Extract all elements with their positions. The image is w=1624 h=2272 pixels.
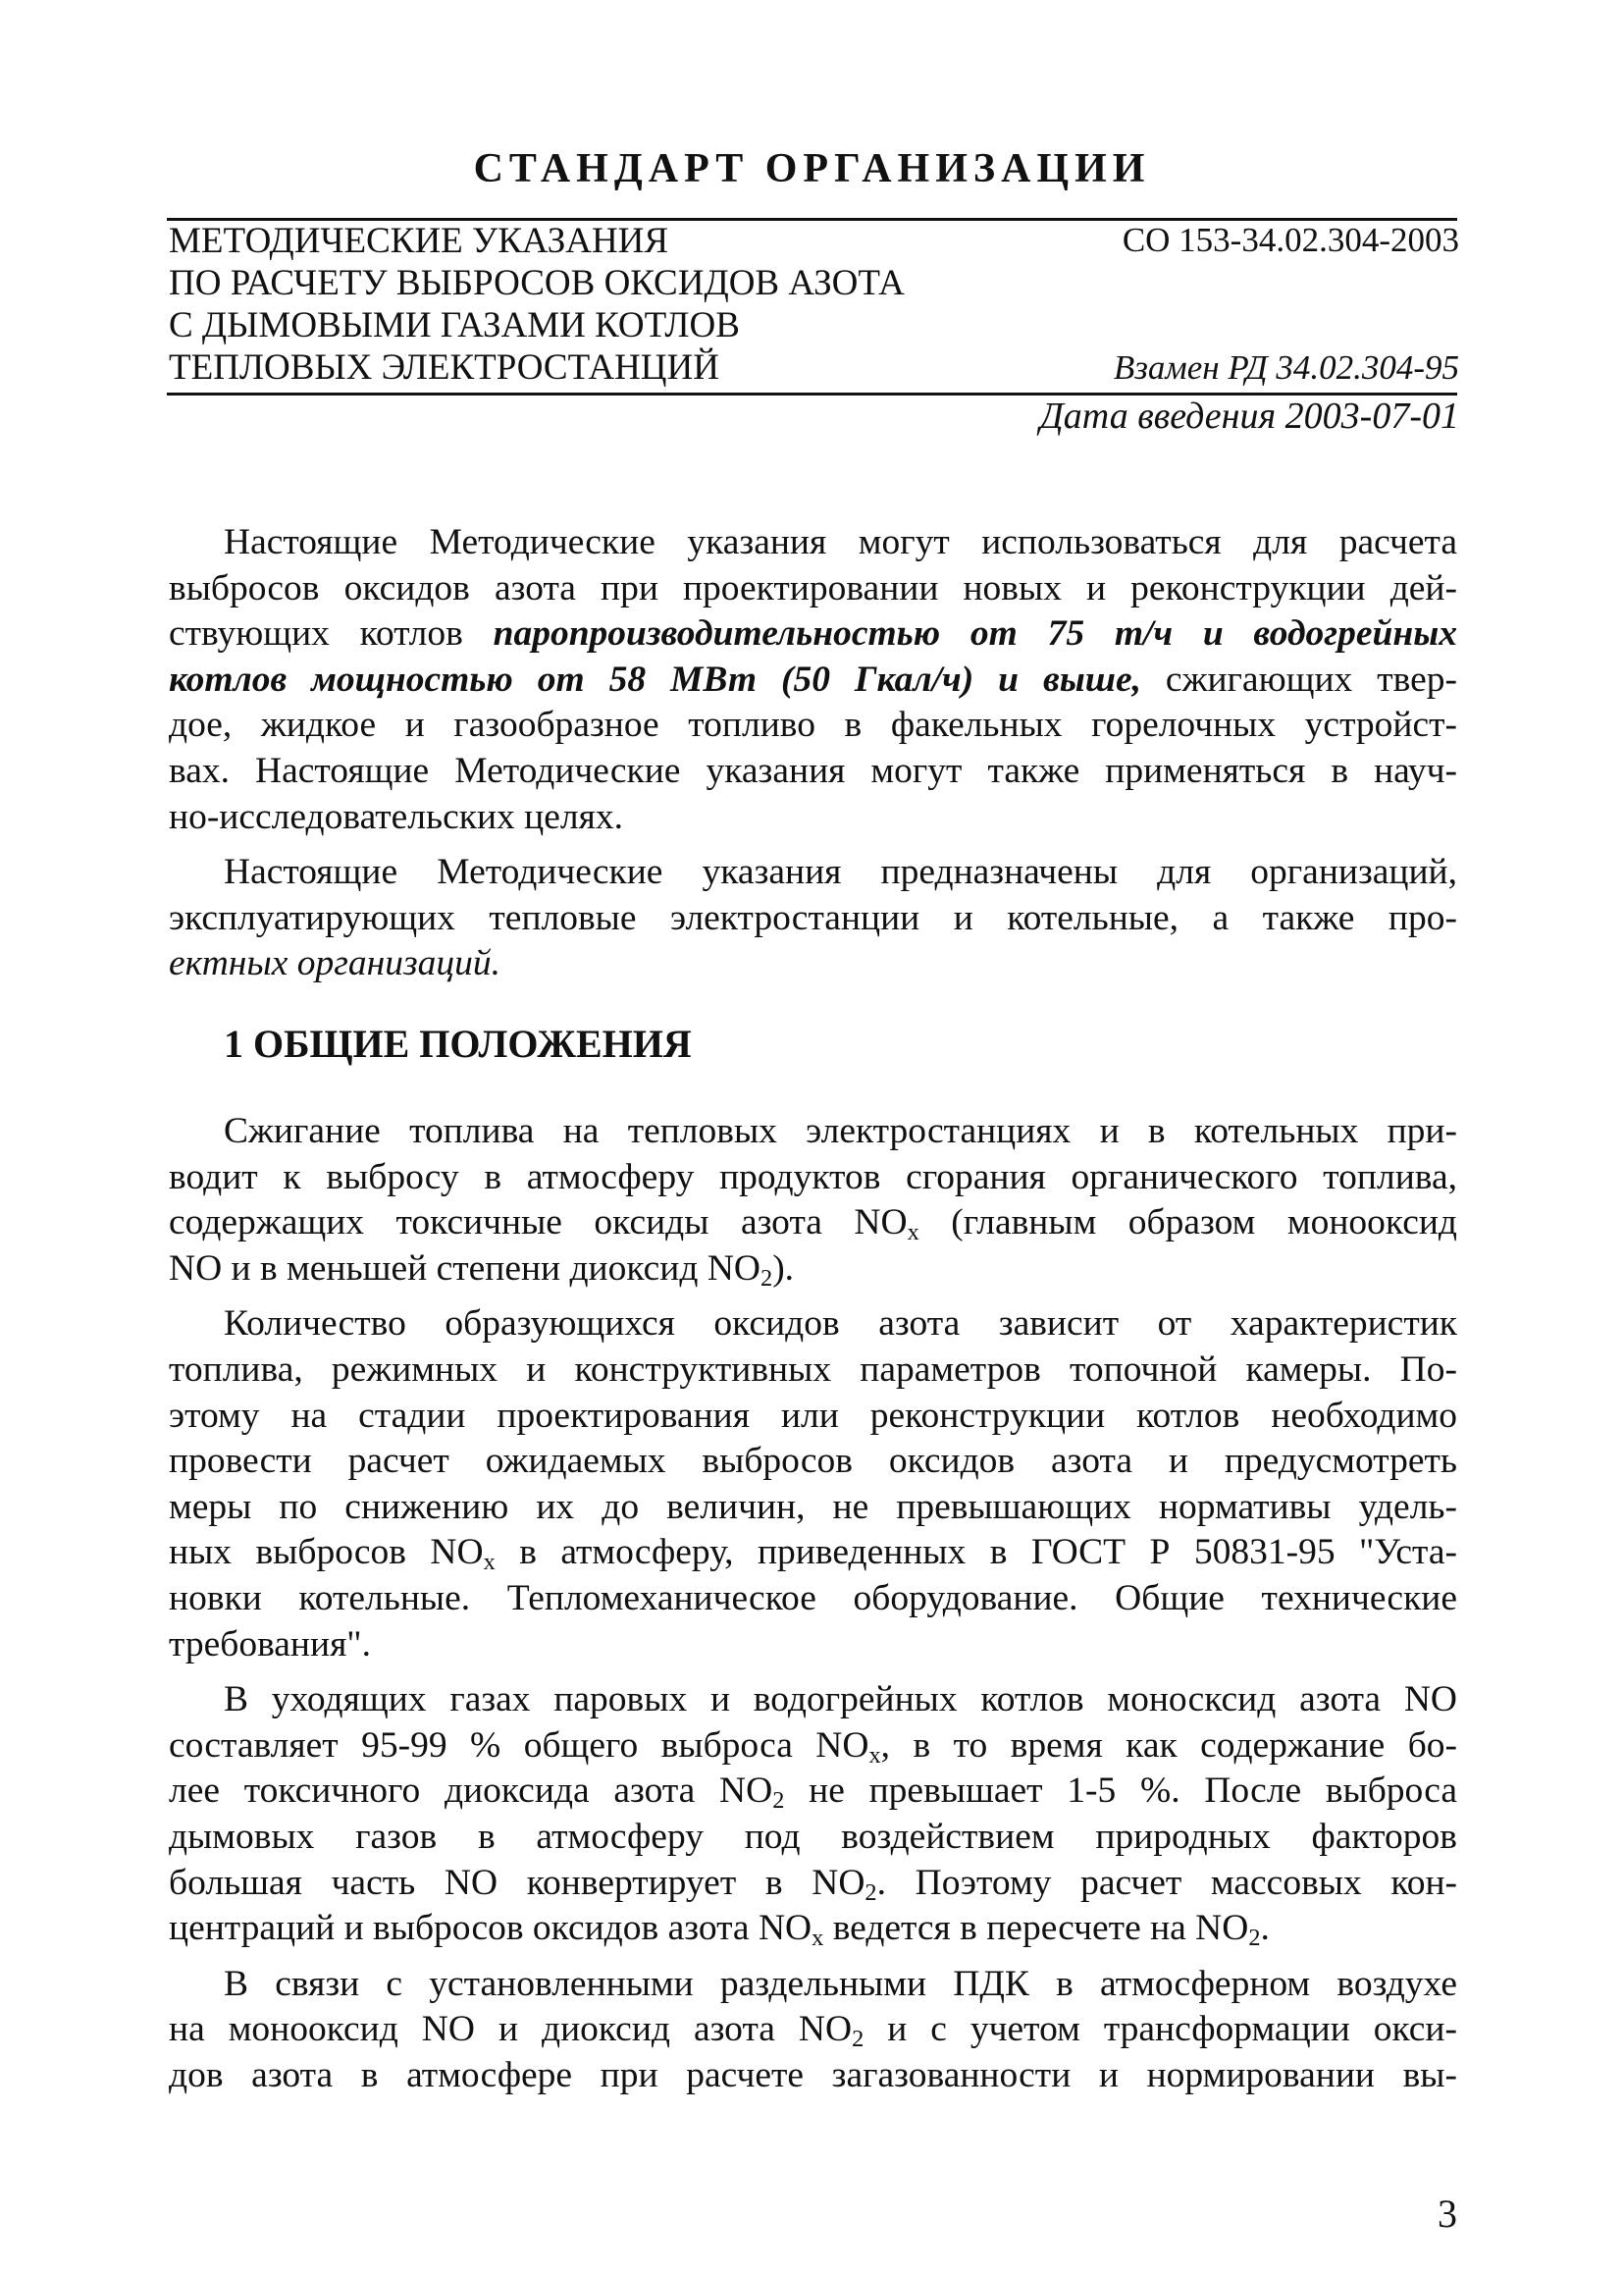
text-run: . Поэтому расчет массовых кон- <box>876 1862 1458 1903</box>
text-run: на монооксид NO и диоксид азота NO <box>169 2009 853 2050</box>
intro-paragraph-2 <box>169 850 1457 987</box>
text-line: В уходящих газах паровых и водогрейных котлов моносксид азота NO <box>224 1679 1457 1720</box>
text-run: ствующих котлов <box>169 613 494 655</box>
intro-text <box>169 520 1457 997</box>
text-run: лее токсичного диоксида азота NO <box>169 1770 773 1812</box>
text-run: , в то время как содержание бо- <box>880 1724 1458 1766</box>
text-line: Настоящие Методические указания могут использоваться для расчета <box>224 522 1457 562</box>
subscript: x <box>907 1219 919 1246</box>
subscript: 2 <box>760 1264 773 1292</box>
subscript: x <box>812 1925 824 1952</box>
text-run: ведется в пересчете на NO <box>823 1908 1249 1949</box>
organization-standard-heading: СТАНДАРТ ОРГАНИЗАЦИИ <box>473 146 1151 191</box>
text-line <box>169 1723 1457 1770</box>
text-line <box>169 1906 1457 1952</box>
text-run: NO и в меньшей степени диоксид NO <box>169 1247 760 1289</box>
text-line <box>169 1246 1457 1293</box>
text-run: составляет 95-99 % общего выброса NO <box>169 1724 869 1766</box>
section-1-text <box>169 1109 1457 2108</box>
text-run: большая часть NO конвертирует в NO <box>169 1862 865 1903</box>
text-run: . <box>1260 1908 1270 1949</box>
document-title <box>169 220 1052 389</box>
subscript: 2 <box>864 1878 877 1906</box>
text-run: содержащих токсичные оксиды азота NO <box>169 1202 908 1243</box>
text-line: но-исследовательских целях. <box>169 796 623 837</box>
text-line: провести расчет ожидаемых выбросов оксидов азота и предусмотреть <box>169 1441 1457 1482</box>
subscript: x <box>868 1741 881 1769</box>
text-run: (главным образом монооксид <box>918 1202 1457 1243</box>
introduction-date: Дата введения 2003-07-01 <box>1039 396 1459 437</box>
text-line: дов азота в атмосфере при расчете загазованности и нормировании вы- <box>169 2054 1457 2095</box>
text-line: Настоящие Методические указания предназначены для организаций, <box>224 852 1457 893</box>
text-line: Количество образующихся оксидов азота зависит от характеристик <box>224 1303 1457 1345</box>
section-paragraph-3 <box>169 1677 1457 1952</box>
text-line: Сжигание топлива на тепловых электростанциях и в котельных при- <box>224 1111 1457 1151</box>
text-line: новки котельные. Тепломеханическое оборудование. Общие технические <box>169 1577 1457 1618</box>
title-line: ПО РАСЧЕТУ ВЫБРОСОВ ОКСИДОВ АЗОТА <box>169 263 905 303</box>
subscript: 2 <box>852 2026 864 2053</box>
text-line: водит к выбросу в атмосферу продуктов сгорания органического топлива, <box>169 1156 1457 1197</box>
text-run: и с учетом трансформации окси- <box>864 2009 1457 2050</box>
text-line <box>169 1200 1457 1246</box>
emphasis-run: паропроизводительностью от 75 т/ч и водогрейных <box>493 613 1457 655</box>
text-line <box>169 1861 1457 1907</box>
section-paragraph-1 <box>169 1109 1457 1292</box>
title-line: С ДЫМОВЫМИ ГАЗАМИ КОТЛОВ <box>169 305 740 345</box>
emphasis-run: котлов мощностью от 58 МВт (50 Гкал/ч) и выше, <box>169 659 1141 700</box>
title-line: МЕТОДИЧЕСКИЕ УКАЗАНИЯ <box>169 221 669 261</box>
text-run: центраций и выбросов оксидов азота NO <box>169 1908 812 1949</box>
text-run: в атмосферу, приведенных в ГОСТ Р 50831-95 "Уста- <box>495 1532 1457 1573</box>
text-line <box>169 1530 1457 1576</box>
text-run: не превышает 1-5 %. После выброса <box>784 1770 1457 1812</box>
text-line <box>169 611 1457 658</box>
text-run: ных выбросов NO <box>169 1532 484 1573</box>
text-run: сжигающих твер- <box>1140 659 1457 700</box>
text-line: вах. Настоящие Методические указания могут также применяться в науч- <box>169 750 1457 791</box>
intro-paragraph-1 <box>169 520 1457 840</box>
section-paragraph-2 <box>169 1301 1457 1667</box>
text-line: эксплуатирующих тепловые электростанции и котельные, а также про- <box>169 897 1457 938</box>
text-line: ектных организаций. <box>169 943 501 984</box>
subscript: 2 <box>772 1787 785 1815</box>
section-heading: 1 ОБЩИЕ ПОЛОЖЕНИЯ <box>224 1022 692 1066</box>
subscript: 2 <box>1248 1925 1261 1952</box>
text-line: выбросов оксидов азота при проектировании новых и реконструкции дей- <box>169 567 1457 608</box>
text-line: меры по снижению их до величин, не превышающих нормативы удель- <box>169 1486 1457 1527</box>
text-line: дымовых газов в атмосферу под воздействием природных факторов <box>169 1816 1457 1857</box>
text-line: топлива, режимных и конструктивных параметров топочной камеры. По- <box>169 1348 1457 1390</box>
text-line: требования". <box>169 1623 371 1664</box>
text-line: этому на стадии проектирования или реконструкции котлов необходимо <box>169 1395 1457 1436</box>
title-line: ТЕПЛОВЫХ ЭЛЕКТРОСТАНЦИЙ <box>169 347 719 388</box>
text-line <box>169 2007 1457 2053</box>
document-code: СО 153-34.02.304-2003 <box>1122 221 1459 259</box>
page-number: 3 <box>1438 2192 1457 2236</box>
section-paragraph-4 <box>169 1962 1457 2099</box>
text-line: В связи с установленными раздельными ПДК в атмосферном воздухе <box>224 1963 1457 2004</box>
text-line: дое, жидкое и газообразное топливо в факельных горелочных устройст- <box>169 705 1457 746</box>
text-line <box>169 658 1457 704</box>
text-run: ). <box>772 1247 795 1289</box>
replaces-note: Взамен РД 34.02.304-95 <box>1113 348 1459 387</box>
subscript: x <box>483 1549 496 1576</box>
text-line <box>169 1769 1457 1815</box>
